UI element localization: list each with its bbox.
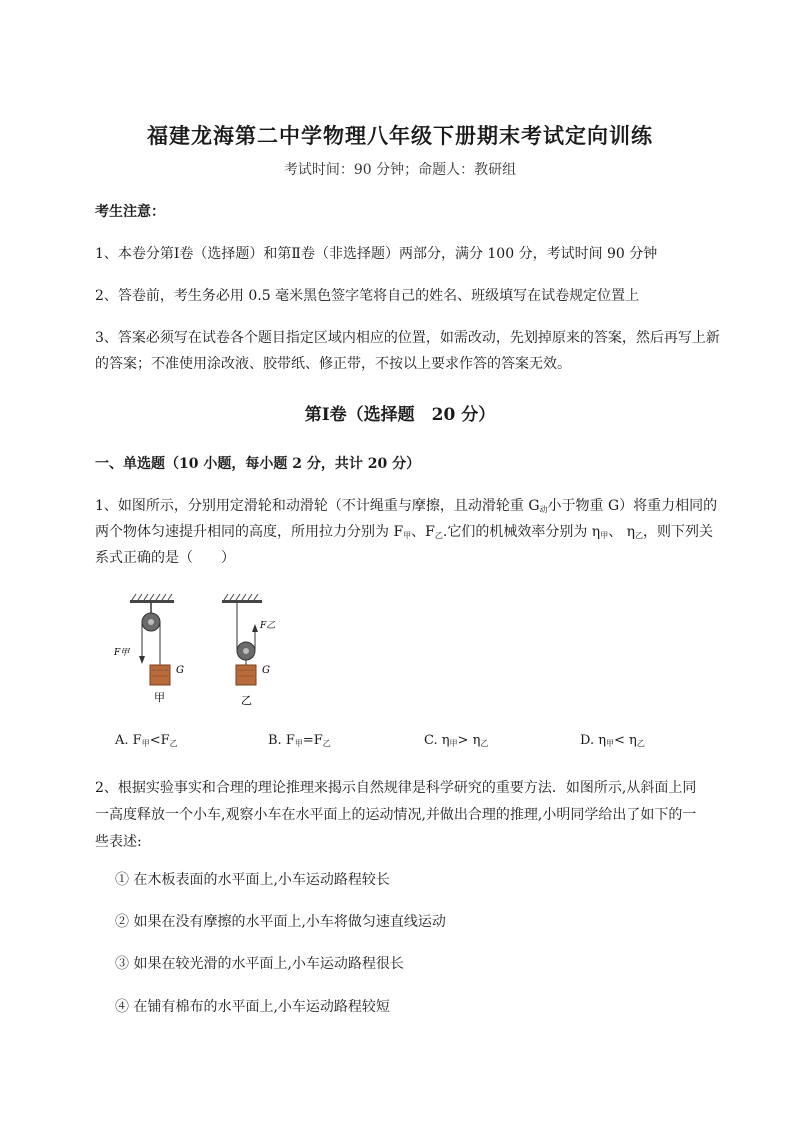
- notice-heading: 考生注意：: [95, 204, 165, 220]
- pulley-figure: [110, 590, 280, 715]
- force-label-jia: F甲: [114, 648, 130, 658]
- exam-info: 考试时间：90 分钟；命题人：教研组: [283, 162, 517, 178]
- caption-yi: 乙: [241, 694, 252, 707]
- question-1-line: 1、如图所示，分别用定滑轮和动滑轮（不计绳重与摩擦，且动滑轮重 $G_动$小于物重 G）将重力相同的: [95, 498, 718, 514]
- force-label-yi: F乙: [260, 621, 276, 631]
- notice-item: 3、答案必须写在试卷各个题目指定区域内相应的位置，如需改动，先划掉原来的答案，然后再写上新: [95, 330, 720, 346]
- section-title: 第Ⅰ卷（选择题 20 分）: [304, 405, 496, 425]
- statement-item: ② 如果在没有摩擦的水平面上,小车将做匀速直线运动: [115, 914, 446, 930]
- statement-item: ③ 如果在较光滑的水平面上,小车运动路程很长: [115, 956, 404, 972]
- question-1-line: 两个物体匀速提升相同的高度，所用拉力分别为 $F_甲$、$F_乙$.它们的机械效率分别为 $\eta_甲$、 $\eta_乙$，则下列关: [95, 524, 714, 540]
- question-1-line: 系式正确的是（ ）: [95, 550, 235, 566]
- weight-label: G: [176, 665, 184, 676]
- movable-pulley-diagram: [222, 594, 275, 707]
- question-2-line: 些表述:: [95, 834, 142, 850]
- caption-jia: 甲: [154, 691, 165, 704]
- statement-item: ④ 在铺有棉布的水平面上,小车运动路程较短: [115, 999, 390, 1015]
- choice-d[interactable]: D. $\eta_甲< \eta_乙$: [580, 733, 645, 748]
- notice-item: 的答案；不准使用涂改液、胶带纸、修正带，不按以上要求作答的答案无效。: [95, 356, 571, 372]
- notice-item: 2、答卷前，考生务必用 0.5 毫米黑色签字笔将自己的姓名、班级填写在试卷规定位置上: [95, 288, 640, 304]
- statement-item: ① 在木板表面的水平面上,小车运动路程较长: [115, 872, 390, 888]
- notice-item: 1、本卷分第Ⅰ卷（选择题）和第Ⅱ卷（非选择题）两部分，满分 100 分，考试时间 90 分钟: [95, 246, 658, 262]
- weight-label: G: [262, 665, 270, 676]
- choice-b[interactable]: B. $F_甲=F_乙$: [268, 733, 331, 748]
- choice-a[interactable]: A. $F_甲<F_乙$: [115, 733, 178, 748]
- fixed-pulley-diagram: [113, 594, 184, 704]
- question-2-line: 一高度释放一个小车,观察小车在水平面上的运动情况,并做出合理的推理,小明同学给出了如下的一: [95, 807, 697, 823]
- page-title: 福建龙海第二中学物理八年级下册期末考试定向训练: [147, 123, 653, 148]
- part-heading: 一、单选题（10 小题，每小题 2 分，共计 20 分）: [95, 456, 421, 472]
- choice-c[interactable]: C. $\eta_甲> \eta_乙$: [424, 733, 489, 748]
- question-2-line: 2、根据实验事实和合理的理论推理来揭示自然规律是科学研究的重要方法．如图所示,从斜面上同: [95, 780, 697, 796]
